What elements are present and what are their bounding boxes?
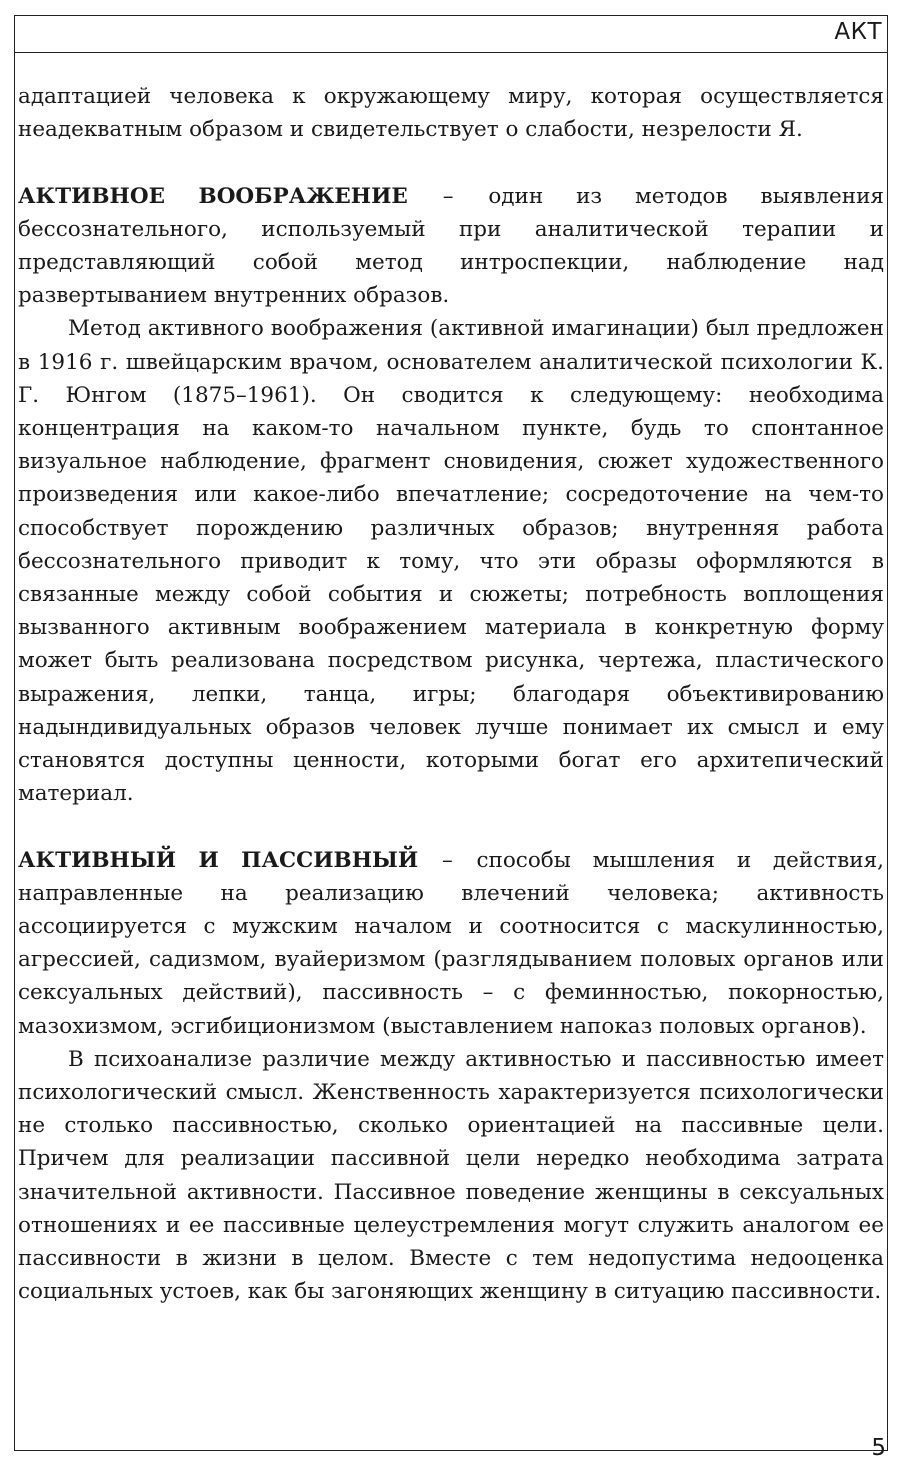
- entry-active-passive: [18, 844, 884, 1309]
- page-text: [18, 80, 884, 1342]
- entry-definition: один из методов выявления бессознательного, используемый при аналитической терапии и представляющий собой метод интроспекции, наблюдение над развертыванием внутренних образов.: [18, 183, 884, 309]
- entry-dash: –: [441, 847, 453, 873]
- entry-paragraph: В психоанализе различие между активностью и пассивностью имеет психологический смысл. Женственность характеризуется психологически не столько пассивностью, сколько ориентацией на пассивные цели. Причем для реализации пассивной цели нередко необходима затрата значительной активности. Пассивное поведение женщины в сексуальных отношениях и ее пассивные целеустремления могут служить аналогом ее пассивности в жизни в целом. Вместе с тем недопустима недооценка социальных устоев, как бы загоняющих женщину в ситуацию пассивности.: [18, 1046, 884, 1305]
- entry-term: АКТИВНОЕ ВООБРАЖЕНИЕ: [18, 183, 408, 209]
- continuation-paragraph: адаптацией человека к окружающему миру, которая осуществляется неадекватным образом и свидетельствует о слабости, незрелости Я.: [18, 84, 884, 143]
- entry-continuation: [18, 80, 884, 146]
- entry-dash: –: [442, 183, 454, 209]
- page-number: 5: [871, 1435, 886, 1461]
- entry-paragraph: Метод активного воображения (активной имагинации) был предложен в 1916 г. швейцарским врачом, основателем аналитической психологии К. Г. Юнгом (1875–1961). Он сводится к следующему: необходима концентрация на каком-то начальном пункте, будь то спонтанное визуальное наблюдение, фрагмент сновидения, сюжет художественного произведения или какое-либо впечатление; сосредоточение на чем-то способствует порождению различных образов; внутренняя работа бессознательного приводит к тому, что эти образы оформляются в связанные между собой события и сюжеты; потребность воплощения вызванного активным воображением материала в конкретную форму может быть реализована посредством рисунка, чертежа, пластического выражения, лепки, танца, игры; благодаря объективированию надындивидуальных образов человек лучше понимает их смысл и ему становятся доступны ценности, которыми богат его архитепический материал.: [18, 316, 884, 807]
- entry-definition-paragraph: [18, 180, 884, 313]
- entry-definition-paragraph: [18, 844, 884, 1043]
- running-head: АКТ: [834, 19, 882, 45]
- entry-definition: способы мышления и действия, направленные на реализацию влечений человека; активность ассоциируется с мужским началом и соотносится с маскулинностью, агрессией, садизмом, вуайеризмом (разглядыванием половых органов или сексуальных действий), пассивность – с феминностью, покорностью, мазохизмом, эсгибиционизмом (выставлением напоказ половых органов).: [18, 847, 884, 1039]
- header-rule: [14, 52, 888, 53]
- entry-term: АКТИВНЫЙ И ПАССИВНЫЙ: [18, 847, 419, 873]
- entry-active-imagination: [18, 180, 884, 811]
